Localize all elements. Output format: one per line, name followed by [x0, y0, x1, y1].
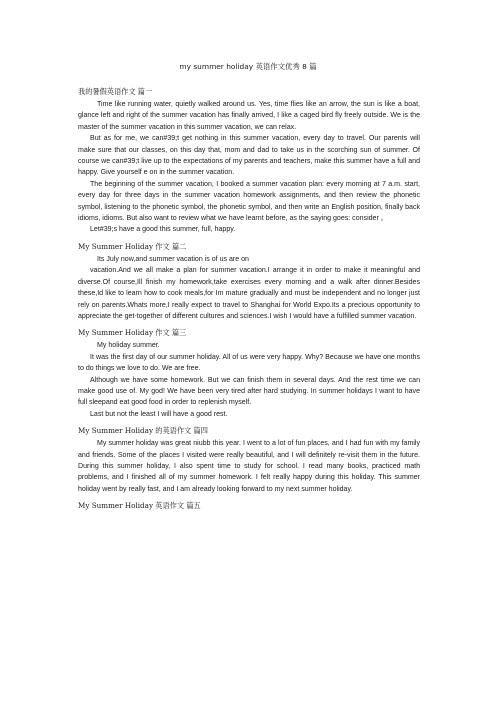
paragraph: Time like running water, quietly walked around us. Yes, time flies like an arrow, the sun is like a boat, glance left and right of the summer vacation has finally arrived, I like a caged bird fly freely outside. We is the master of the summer vacation in this summer vacation, we can relax. [78, 101, 420, 131]
document-title: my summer holiday 英语作文优秀 8 篇 [179, 62, 317, 71]
essay-section-2 [78, 242, 420, 322]
paragraph: vacation.And we all make a plan for summer vacation.I arrange it in order to make it meaningful and diverse.Of course,Ill finish my homework,take exercises every morning and a walk after dinner.Besides these,Id like to learn how to cook meals,for Im mature gradually and must be independent and no longer just rely on parents.Whats more,I really expect to travel to Shanghai for World Expo.Its a precious opportunity to appreciate the get-together of different cultures and sciences.I wish I would have a fulfilled summer vacation. [78, 267, 420, 320]
section-heading: 我的暑假英语作文 篇一 [78, 87, 153, 96]
section-heading: My Summer Holiday 作文 篇三 [78, 328, 187, 338]
essay-section-5 [78, 501, 420, 511]
paragraph: Let#39;s have a good this summer, full, happy. [90, 226, 236, 234]
paragraph: The beginning of the summer vacation, I booked a summer vacation plan: every morning at 7 a.m. start, every day for three days in the summer vacation homework assignments, and then review the phonetic symbol, listening to the phonetic symbol, the phonetic symbol, and then write an English position, finally back idioms, idioms. But also want to review what we have learnt before, as the saying goes: consider 。 [78, 180, 420, 223]
document-body [78, 87, 420, 513]
paragraph: Although we have some homework. But we can finish them in several days. And the rest time we can make good use of. My god! We have been very tired after hard studying. In summer holidays I want to have full sleepand eat good food in order to replenish myself. [78, 376, 420, 407]
section-heading: My Summer Holiday 作文 篇二 [78, 241, 187, 251]
paragraph: My holiday summer. [97, 342, 160, 350]
paragraph: Last but not the least I will have a good rest. [90, 410, 228, 418]
essay-section-1 [78, 87, 420, 236]
paragraph: My summer holiday was great niubb this year. I went to a lot of fun places, and I had fun with my family and friends. Some of the places I visited were really beautiful, and I will definitely re-visit them in the future. During this summer holiday, I also spent time to study for school. I read many books, practiced math problems, and I finished all of my summer homework. I felt really happy during this holiday. This summer holiday went by really fast, and I am already looking forward to my next summer holiday. [78, 440, 420, 493]
section-heading: My Summer Holiday 的英语作文 篇四 [78, 426, 208, 436]
section-heading: My Summer Holiday 英语作文 篇五 [78, 501, 201, 511]
paragraph: But as for me, we can#39;t get nothing in this summer vacation, every day to travel. Our parents will make sure that our classes, on this day that, mom and dad to take us in the scorching sun of summer. Of course we can#39;t live up to the expectations of my parents and teachers, make this summer have a full and happy. Give yourself e on in the summer vacation. [78, 135, 420, 177]
essay-section-3 [78, 328, 420, 420]
paragraph: Its July now,and summer vacation is of us are on [97, 255, 249, 263]
essay-section-4 [78, 426, 420, 495]
paragraph: It was the first day of our summer holiday. All of us were very happy. Why? Because we have one months to do things we love to do. We are free. [78, 353, 420, 373]
